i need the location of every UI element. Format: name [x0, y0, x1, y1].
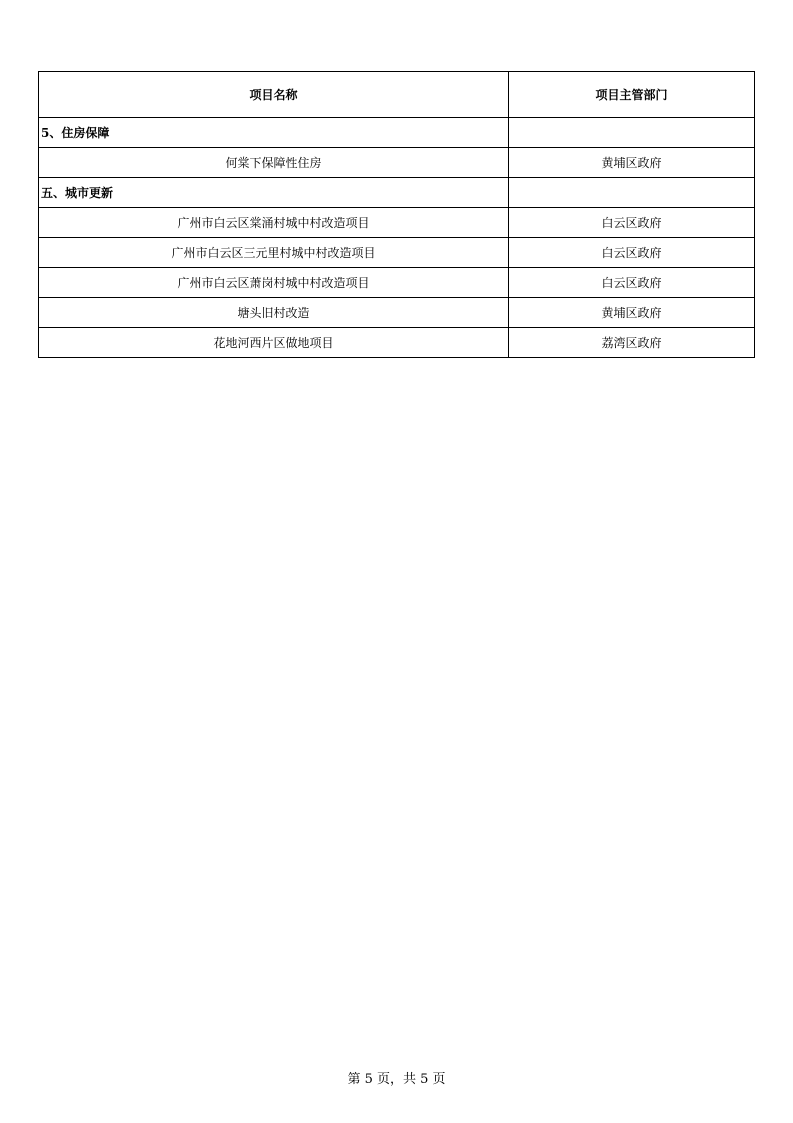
department-cell: 黄埔区政府	[509, 148, 755, 178]
header-department: 项目主管部门	[509, 72, 755, 118]
table-row	[39, 268, 755, 298]
project-table	[38, 71, 755, 358]
department-cell: 白云区政府	[509, 238, 755, 268]
project-name-cell: 广州市白云区棠涌村城中村改造项目	[39, 208, 509, 238]
section-title: 五、城市更新	[39, 178, 509, 208]
project-name-cell: 广州市白云区萧岗村城中村改造项目	[39, 268, 509, 298]
table-row	[39, 328, 755, 358]
table-row	[39, 238, 755, 268]
table-row	[39, 298, 755, 328]
department-cell	[509, 118, 755, 148]
table-row	[39, 208, 755, 238]
section-row	[39, 118, 755, 148]
table-row	[39, 148, 755, 178]
department-cell: 黄埔区政府	[509, 298, 755, 328]
department-cell: 白云区政府	[509, 208, 755, 238]
header-project-name: 项目名称	[39, 72, 509, 118]
project-name-cell: 花地河西片区做地项目	[39, 328, 509, 358]
project-name-cell: 塘头旧村改造	[39, 298, 509, 328]
table-header-row	[39, 72, 755, 118]
project-name-cell: 广州市白云区三元里村城中村改造项目	[39, 238, 509, 268]
page-number-footer: 第 5 页，共 5 页	[347, 1072, 446, 1087]
department-cell: 白云区政府	[509, 268, 755, 298]
project-name-cell: 何棠下保障性住房	[39, 148, 509, 178]
department-cell	[509, 178, 755, 208]
section-row	[39, 178, 755, 208]
section-title: 5、住房保障	[39, 118, 509, 148]
department-cell: 荔湾区政府	[509, 328, 755, 358]
